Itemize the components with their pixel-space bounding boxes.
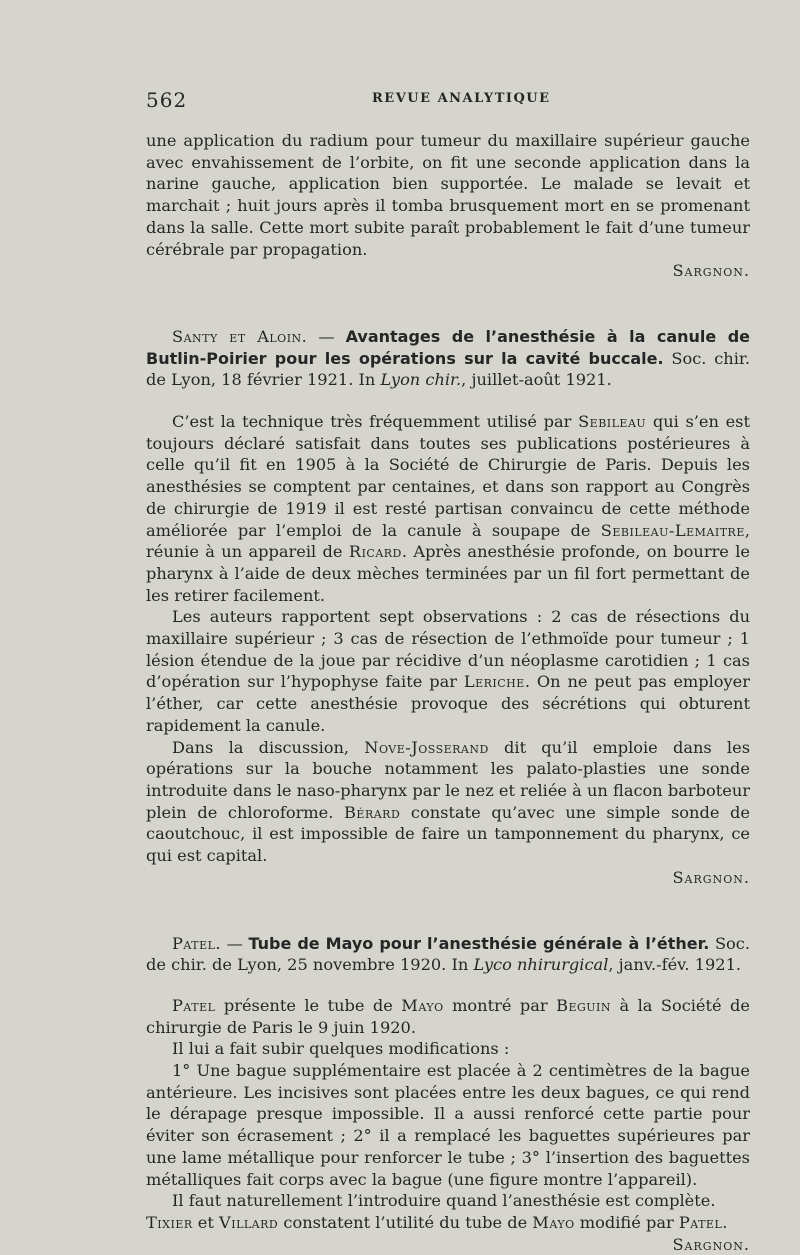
text-run: C’est la technique très fréquemment utilisé par <box>172 412 579 432</box>
page-header <box>146 88 750 112</box>
text-run: Dans la discussion, <box>172 737 365 757</box>
author-name: Mayo <box>532 1212 575 1232</box>
article1-signature: Sargnon. <box>672 867 750 887</box>
article2-paragraph-4: Il faut naturellement l’introduire quand l’anesthésie est complète. <box>172 1191 716 1211</box>
article2-authors: Patel. <box>172 933 222 953</box>
article2-source-pre: Soc. de chir. de Lyon, 25 novembre 1920. In <box>146 933 751 975</box>
article1-dash: — <box>307 326 346 346</box>
author-name: Patel <box>172 995 216 1015</box>
text-run: modifié par <box>574 1212 679 1232</box>
article1-paragraph-3 <box>146 737 750 867</box>
running-head: REVUE ANALYTIQUE <box>372 91 551 106</box>
text-run: Les auteurs rapportent sept observations : 2 cas de résections du maxillaire supérieur ; 3 cas de résection de l’ethmoïde pour tumeur ; 1 lésion étendue de la joue par récidive d’un néoplasme carotidien ; 1 cas d’opération sur l’hypophyse faite par <box>146 607 750 692</box>
text-run: et <box>192 1212 220 1232</box>
article2-paragraph-2: Il lui a fait subir quelques modifications : <box>172 1039 510 1059</box>
article2-heading <box>146 933 750 976</box>
text-run: présente le tube de <box>215 995 402 1015</box>
article2-paragraph-1 <box>146 995 750 1038</box>
author-name: Ricard <box>348 542 402 562</box>
text-run: . <box>722 1212 728 1232</box>
author-name: Tixier <box>146 1212 193 1232</box>
author-name: Beguin <box>556 995 612 1015</box>
article2-source-post: , janv.-fév. 1921. <box>608 955 742 975</box>
text-run: qui s’en est toujours déclaré satisfait dans toutes ses publications postérieures à celle qu’il fit en 1905 à la Société de Chirurgie de Paris. Depuis les anesthésies se comptent par centaines, et dans son rapport au Congrès de chirurgie de 1919 il est resté partisan convaincu de cette méthode améliorée par l’emploi de la canule à soupape de <box>146 412 750 540</box>
author-name: Nove-Josserand <box>364 737 489 757</box>
article2-title: Tube de Mayo pour l’anesthésie générale à l’éther. <box>248 933 710 953</box>
author-name: Mayo <box>401 995 444 1015</box>
text-run: . Après anesthésie profonde, on bourre le pharynx à l’aide de deux mèches terminées par un fil fort permettant de les retirer facilement. <box>146 542 750 605</box>
article1-source-post: , juillet-août 1921. <box>461 370 612 390</box>
article1-title: Avantages de l’anesthésie à la canule de Butlin-Poirier pour les opérations sur la cavité buccale. <box>146 326 751 368</box>
author-name: Villard <box>219 1212 279 1232</box>
article1-source-pre: Soc. chir. de Lyon, 18 février 1921. In <box>146 348 750 390</box>
article1-authors: Santy et Aloin. <box>172 326 308 346</box>
text-run: dit qu’il emploie dans les opérations sur la bouche notamment les palato-plasties une sonde introduite dans le naso-pharynx par le nez et reliée à un flacon barboteur plein de chloroforme. <box>146 737 750 822</box>
article2-source-journal: Lyco nhirurgical <box>473 955 609 975</box>
text-run: constatent l’utilité du tube de <box>278 1212 533 1232</box>
article2-paragraph-5 <box>146 1212 750 1234</box>
continuation-signature: Sargnon. <box>672 261 750 281</box>
author-name: Sebileau-Lemaitre <box>600 520 745 540</box>
text-run: constate qu’avec une simple sonde de caoutchouc, il est impossible de faire un tamponnement du pharynx, ce qui est capital. <box>146 802 750 866</box>
page-number: 562 <box>146 88 188 112</box>
text-run: à la Société de chirurgie de Paris le 9 juin 1920. <box>146 995 750 1037</box>
section-gap <box>146 889 750 933</box>
article1-source-journal: Lyon chir. <box>380 370 462 390</box>
article1-paragraph-2 <box>146 606 750 736</box>
article1-heading <box>146 326 750 391</box>
author-name: Bérard <box>344 802 401 822</box>
article2-signature: Sargnon. <box>672 1234 750 1254</box>
article2-dash: — <box>221 933 249 953</box>
article1-paragraph-1 <box>146 411 750 606</box>
text-run: . On ne peut pas employer l’éther, car cette anesthésie provoque des sécrétions qui obturent rapidement la canule. <box>146 672 750 735</box>
section-gap <box>146 282 750 326</box>
article2-paragraph-3: 1° Une bague supplémentaire est placée à 2 centimètres de la bague antérieure. Les incisives sont placées entre les deux bagues, ce qui rend le dérapage presque impossible. Il a aussi renforcé cette partie pour éviter son écrasement ; 2° il a remplacé les baguettes supérieures par une lame métallique pour renforcer le tube ; 3° l’insertion des baguettes métalliques fait corps avec la bague (une figure montre l’appareil). <box>146 1061 750 1189</box>
author-name: Patel <box>678 1212 723 1232</box>
continuation-text: une application du radium pour tumeur du maxillaire supérieur gauche avec envahissement de l’orbite, on fit une seconde application dans la narine gauche, application bien supportée. Le malade se levait et marchait ; huit jours après il tomba brusquement mort en se promenant dans la salle. Cette mort subite paraît probablement le fait d’une tumeur cérébrale par propagation. <box>146 131 750 259</box>
text-run: montré par <box>443 995 557 1015</box>
text-run: , réunie à un appareil de <box>146 520 750 562</box>
heading-gap <box>146 976 750 995</box>
continuation-paragraph <box>146 130 750 260</box>
page-body <box>146 130 750 1255</box>
author-name: Sebileau <box>578 412 647 432</box>
author-name: Leriche <box>463 672 525 692</box>
heading-gap <box>146 391 750 411</box>
